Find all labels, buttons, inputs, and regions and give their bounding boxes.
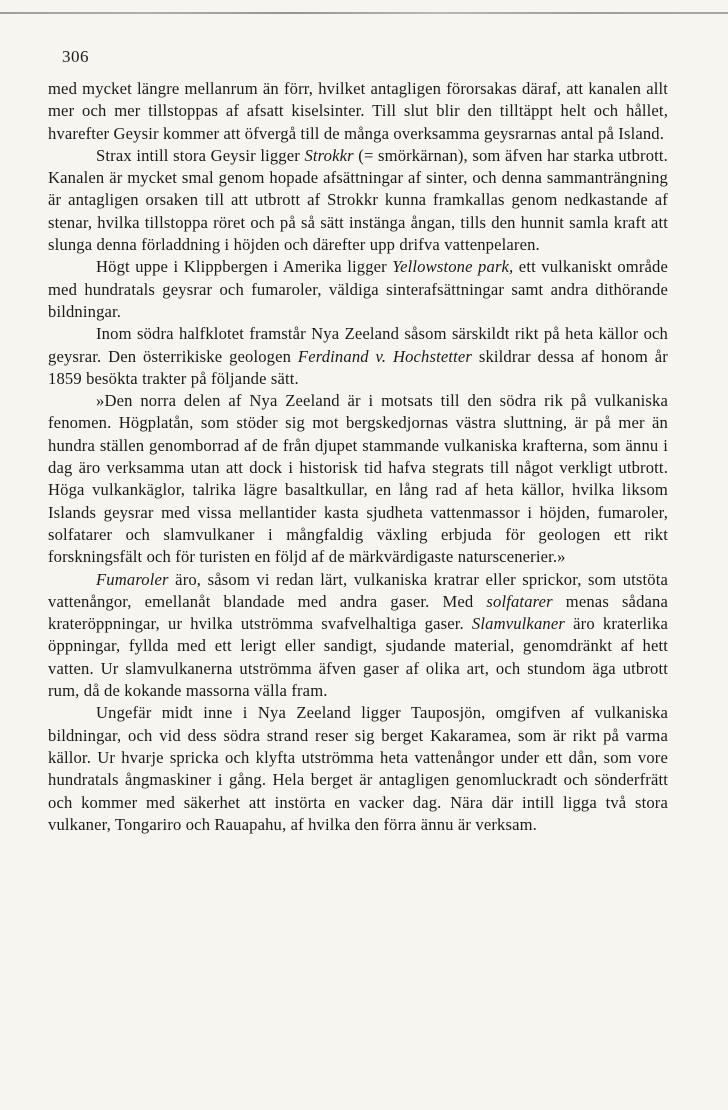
page-number: 306 [62,47,89,66]
text-run: skildrar dessa af honom år 1859 besökta trakter på följande sätt. [48,346,668,388]
text-run: med mycket längre mellanrum än förr, hvilket antagligen förorsakas däraf, att kanalen allt mer och mer tillstoppas af afsatt kiselsinter. Till slut blir den tilltäppt helt och hållet, hvarefter Geysir kommer att öfvergå till de många overksamma geysrarnas antal på Island. [48,79,668,143]
paragraph [48,323,668,390]
paragraph [48,569,668,703]
paragraph [48,78,668,145]
text-run: äro, såsom vi redan lärt, vulkaniska kratrar eller sprickor, som utstöta vattenångor, emellanåt blandade med andra gaser. Med [48,569,668,611]
text-run: »Den norra delen af Nya Zeeland är i motsats till den södra rik på vulkaniska fenomen. Högplatån, som stöder sig mot bergskedjornas västra sluttning, är på mer än hundra ställen genomborrad af de från djupet stammande vulkaniska krafterna, som ännu i dag äro verksamma utan att dock i historisk tid hafva stegrats till något verkligt utbrott. Höga vulkankäglor, talrika lägre basaltkullar, en lång rad af heta källor, hvilka liksom Islands geysrar med vissa mellantider kasta sjudheta vattenmassor i höjden, fumaroler, solfatarer och slamvulkaner i mångfaldig växling erbjuda för geologen ett rikt forskningsfält och för turisten en följd af de märkvärdigaste naturscenerier.» [48,391,668,567]
text-run: Högt uppe i Klippbergen i Amerika ligger [96,257,393,277]
italic-term: Fumaroler [96,569,169,589]
italic-term: solfatarer [486,591,553,611]
paragraph [48,390,668,568]
paragraph [48,256,668,323]
page-top-rule [0,12,728,14]
italic-term: Yellowstone park, [392,257,514,277]
body-text [48,78,668,836]
paragraph [48,702,668,836]
text-run: Ungefär midt inne i Nya Zeeland ligger Tauposjön, omgifven af vulkaniska bildningar, och vid dess södra strand reser sig berget Kakaramea, som är rikt på varma källor. Ur hvarje spricka och klyfta utströmma heta vattenångor under ett dån, som vore hundratals ångmaskiner i gång. Hela berget är antagligen genomluckradt och sönderfrätt och kommer med säkerhet att instörta en vacker dag. Nära där intill ligga två stora vulkaner, Tongariro och Rauapahu, af hvilka den förra ännu är verksam. [48,703,668,834]
italic-term: Ferdinand v. Hochstetter [297,346,473,366]
paragraph [48,145,668,256]
text-run: Inom södra halfklotet framstår Nya Zeeland såsom särskildt rikt på heta källor och geysrar. Den österrikiske geologen [48,324,668,366]
text-run: menas sådana krateröppningar, ur hvilka utströmma svafvelhaltiga gaser. [48,591,669,634]
italic-term: Strokkr [304,145,354,165]
italic-term: Slamvulkaner [471,614,565,634]
text-run: Strax intill stora Geysir ligger [96,145,305,165]
text-run: ett vulkaniskt område med hundratals geysrar och fumaroler, väldiga sinterafsättningar samt andra dithörande bildningar. [48,257,669,321]
text-run: äro kraterlika öppningar, fyllda med ett lerigt eller sandigt, sjudande material, genomdränkt af hett vatten. Ur slamvulkanerna utströmma äfven gaser af olika art, och stundom äga utbrott rum, då de kokande massorna välla fram. [48,614,668,701]
text-run: (= smörkärnan), som äfven har starka utbrott. Kanalen är mycket smal genom hopade afsättningar af sinter, och denna sammanträngning är antagligen orsaken till att utbrott af Strokkr kunna framkallas genom nedkastande af stenar, hvilka tillstoppa röret och på så sätt instänga ångan, tills den hunnit samla kraft att slunga denna förladdning i höjden och därefter upp drifva vattenpelaren. [48,145,668,255]
